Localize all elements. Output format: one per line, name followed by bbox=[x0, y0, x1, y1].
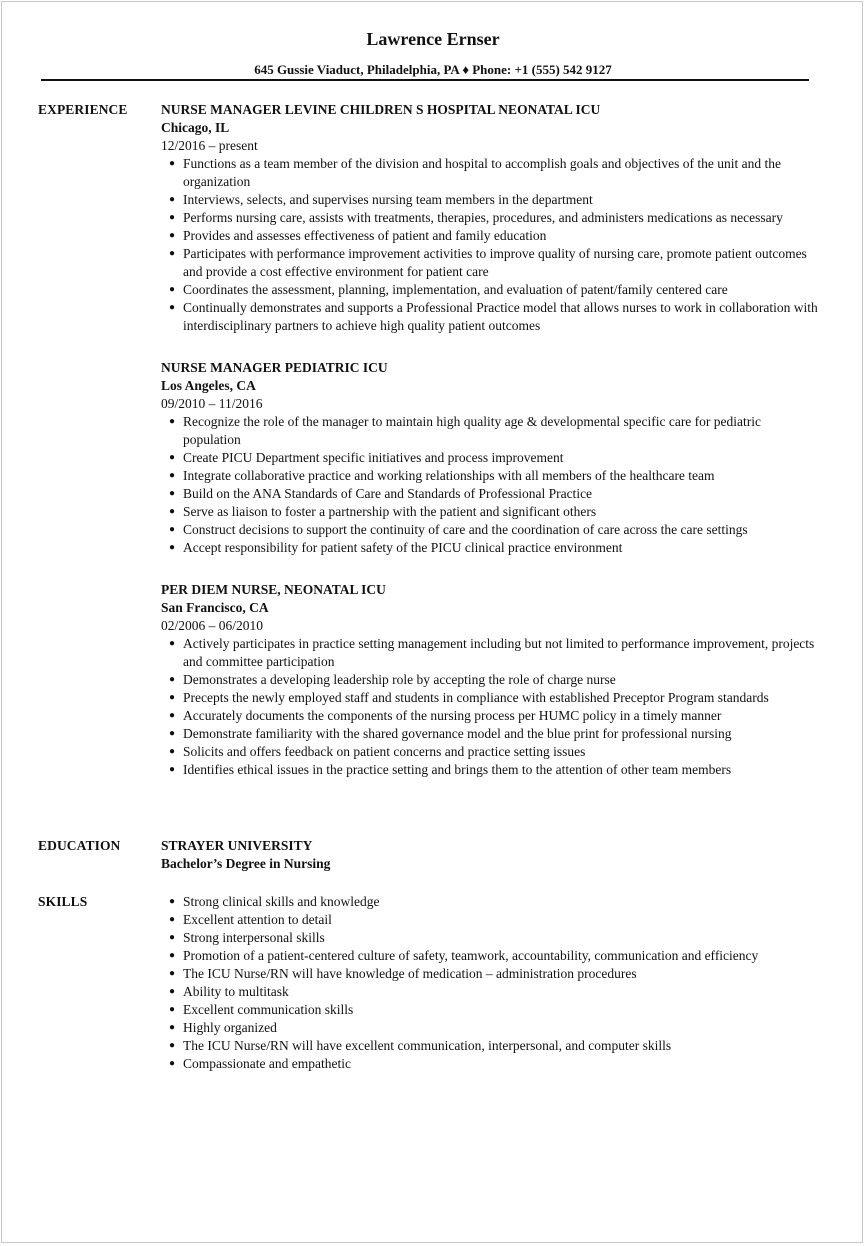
list-item: ● Excellent attention to detail bbox=[169, 912, 332, 927]
job-dates: 09/2010 – 11/2016 bbox=[161, 396, 263, 411]
skills-content bbox=[161, 893, 821, 1073]
list-item: ● Interviews, selects, and supervises nursing team members in the department bbox=[169, 192, 593, 207]
experience-content bbox=[161, 101, 821, 779]
bullet-icon: ● bbox=[169, 932, 176, 943]
job-entry bbox=[161, 359, 821, 557]
bullet-icon: ● bbox=[169, 452, 176, 463]
list-item: ● Performs nursing care, assists with treatments, therapies, procedures, and administers medications as necessary bbox=[169, 210, 783, 225]
bullet-icon: ● bbox=[169, 524, 176, 535]
bullet-icon: ● bbox=[169, 302, 176, 313]
list-item: ● Create PICU Department specific initiatives and process improvement bbox=[169, 450, 564, 465]
list-item: ● Integrate collaborative practice and working relationships with all members of the healthcare team bbox=[169, 468, 715, 483]
list-item: ● Ability to multitask bbox=[169, 984, 289, 999]
candidate-name: Lawrence Ernser bbox=[366, 29, 500, 49]
bullet-icon: ● bbox=[169, 950, 176, 961]
section-title-experience: EXPERIENCE bbox=[38, 102, 128, 117]
bullet-icon: ● bbox=[169, 416, 176, 427]
job-entry bbox=[161, 581, 821, 779]
job-duties bbox=[161, 635, 821, 779]
bullet-icon: ● bbox=[169, 194, 176, 205]
list-item: ● Highly organized bbox=[169, 1020, 277, 1035]
job-location: San Francisco, CA bbox=[161, 600, 269, 615]
list-item: ● Functions as a team member of the division and hospital to accomplish goals and objectives of the unit and the organization bbox=[169, 156, 781, 189]
bullet-icon: ● bbox=[169, 728, 176, 739]
list-item: ● Construct decisions to support the continuity of care and the coordination of care across the care settings bbox=[169, 522, 748, 537]
list-item: ● Demonstrates a developing leadership role by accepting the role of charge nurse bbox=[169, 672, 616, 687]
degree: Bachelor’s Degree in Nursing bbox=[161, 856, 331, 871]
list-item: ● Coordinates the assessment, planning, implementation, and evaluation of patent/family centered care bbox=[169, 282, 728, 297]
job-entry bbox=[161, 101, 821, 335]
list-item: ● Compassionate and empathetic bbox=[169, 1056, 351, 1071]
section-title-education: EDUCATION bbox=[38, 838, 121, 853]
list-item: ● Identifies ethical issues in the practice setting and brings them to the attention of other team members bbox=[169, 762, 732, 777]
bullet-icon: ● bbox=[169, 896, 176, 907]
list-item: ● Serve as liaison to foster a partnership with the patient and significant others bbox=[169, 504, 597, 519]
school-name: STRAYER UNIVERSITY bbox=[161, 838, 313, 853]
bullet-icon: ● bbox=[169, 212, 176, 223]
bullet-icon: ● bbox=[169, 1058, 176, 1069]
job-duties bbox=[161, 413, 821, 557]
bullet-icon: ● bbox=[169, 764, 176, 775]
list-item: ● Participates with performance improvement activities to improve quality of nursing care, promote patient outcomes and provide a cost effective environment for patient care bbox=[169, 246, 807, 279]
list-item: ● Strong clinical skills and knowledge bbox=[169, 894, 380, 909]
list-item: ● The ICU Nurse/RN will have knowledge of medication – administration procedures bbox=[169, 966, 637, 981]
list-item: ● Accurately documents the components of the nursing process per HUMC policy in a timely manner bbox=[169, 708, 722, 723]
list-item: ● Strong interpersonal skills bbox=[169, 930, 325, 945]
bullet-icon: ● bbox=[169, 158, 176, 169]
bullet-icon: ● bbox=[169, 692, 176, 703]
list-item: ● Provides and assesses effectiveness of patient and family education bbox=[169, 228, 547, 243]
bullet-icon: ● bbox=[169, 986, 176, 997]
header-divider bbox=[41, 79, 809, 81]
job-duties bbox=[161, 155, 821, 335]
bullet-icon: ● bbox=[169, 284, 176, 295]
bullet-icon: ● bbox=[169, 638, 176, 649]
education-content bbox=[161, 837, 821, 873]
bullet-icon: ● bbox=[169, 968, 176, 979]
bullet-icon: ● bbox=[169, 1022, 176, 1033]
contact-info: 645 Gussie Viaduct, Philadelphia, PA ♦ Phone: +1 (555) 542 9127 bbox=[254, 62, 612, 77]
job-dates: 12/2016 – present bbox=[161, 138, 258, 153]
job-title: NURSE MANAGER PEDIATRIC ICU bbox=[161, 360, 388, 375]
job-dates: 02/2006 – 06/2010 bbox=[161, 618, 264, 633]
list-item: ● Promotion of a patient-centered culture of safety, teamwork, accountability, communication and efficiency bbox=[169, 948, 759, 963]
job-title: NURSE MANAGER LEVINE CHILDREN S HOSPITAL NEONATAL ICU bbox=[161, 102, 601, 117]
bullet-icon: ● bbox=[169, 674, 176, 685]
list-item: ● Actively participates in practice setting management including but not limited to performance improvement, projects and committee participation bbox=[169, 636, 815, 669]
list-item: ● Accept responsibility for patient safety of the PICU clinical practice environment bbox=[169, 540, 623, 555]
bullet-icon: ● bbox=[169, 710, 176, 721]
job-location: Los Angeles, CA bbox=[161, 378, 256, 393]
bullet-icon: ● bbox=[169, 914, 176, 925]
bullet-icon: ● bbox=[169, 248, 176, 259]
section-title-skills: SKILLS bbox=[38, 894, 88, 909]
bullet-icon: ● bbox=[169, 230, 176, 241]
list-item: ● Excellent communication skills bbox=[169, 1002, 354, 1017]
bullet-icon: ● bbox=[169, 746, 176, 757]
bullet-icon: ● bbox=[169, 1040, 176, 1051]
job-title: PER DIEM NURSE, NEONATAL ICU bbox=[161, 582, 386, 597]
list-item: ● Recognize the role of the manager to maintain high quality age & developmental specific care for pediatric population bbox=[169, 414, 762, 447]
bullet-icon: ● bbox=[169, 506, 176, 517]
bullet-icon: ● bbox=[169, 470, 176, 481]
list-item: ● The ICU Nurse/RN will have excellent communication, interpersonal, and computer skills bbox=[169, 1038, 672, 1053]
job-location: Chicago, IL bbox=[161, 120, 230, 135]
list-item: ● Demonstrate familiarity with the shared governance model and the blue print for professional nursing bbox=[169, 726, 732, 741]
bullet-icon: ● bbox=[169, 542, 176, 553]
bullet-icon: ● bbox=[169, 488, 176, 499]
list-item: ● Build on the ANA Standards of Care and Standards of Professional Practice bbox=[169, 486, 593, 501]
list-item: ● Continually demonstrates and supports a Professional Practice model that allows nurses to work in collaboration with interdisciplinary partners to achieve high quality patient outcomes bbox=[169, 300, 818, 333]
list-item: ● Precepts the newly employed staff and students in compliance with established Preceptor Program standards bbox=[169, 690, 769, 705]
list-item: ● Solicits and offers feedback on patient concerns and practice setting issues bbox=[169, 744, 586, 759]
skills-list bbox=[161, 893, 821, 1073]
bullet-icon: ● bbox=[169, 1004, 176, 1015]
